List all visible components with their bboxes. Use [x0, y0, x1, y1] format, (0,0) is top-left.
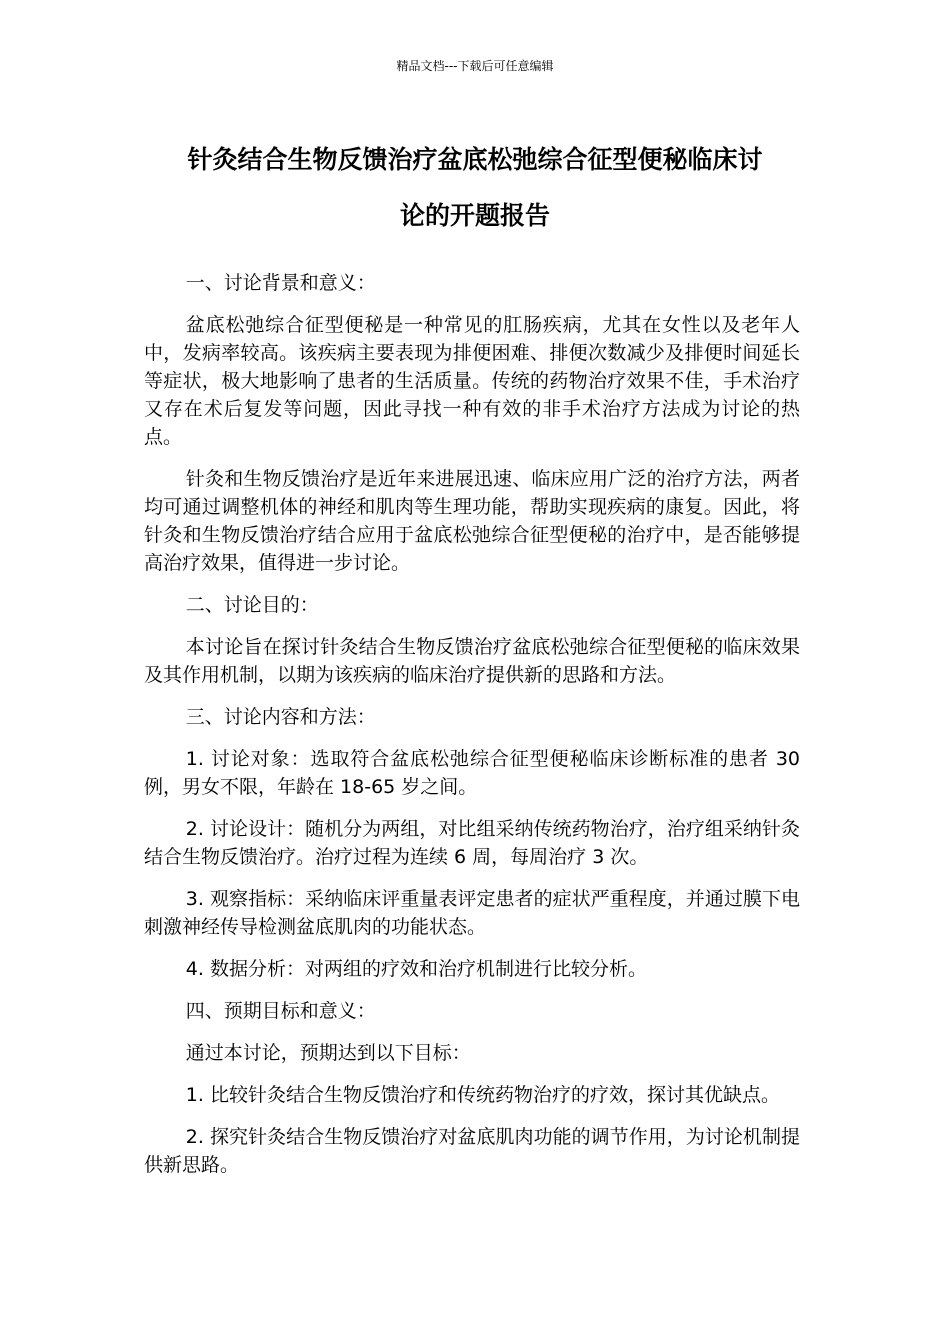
title-line-2: 论的开题报告 — [399, 201, 550, 230]
paragraph: 盆底松弛综合征型便秘是一种常见的肛肠疾病，尤其在女性以及老年人中，发病率较高。该疾病主要表现为排便困难、排便次数减少及排便时间延长等症状，极大地影响了患者的生活质量。传统的药物治疗效果不佳，手术治疗又存在术后复发等问题，因此寻找一种有效的非手术治疗方法成为讨论的热点。 — [144, 314, 800, 448]
list-item: 1. 讨论对象：选取符合盆底松弛综合征型便秘临床诊断标准的患者 30 例，男女不限，年龄在 18-65 岁之间。 — [144, 748, 800, 798]
document-title — [142, 132, 808, 244]
list-item: 1. 比较针灸结合生物反馈治疗和传统药物治疗的疗效，探讨其优缺点。 — [185, 1084, 780, 1106]
list-item: 4. 数据分析：对两组的疗效和治疗机制进行比较分析。 — [185, 958, 647, 980]
section-heading-background: 一、讨论背景和意义： — [185, 272, 376, 294]
list-item: 2. 讨论设计：随机分为两组，对比组采纳传统药物治疗，治疗组采纳针灸结合生物反馈治疗。治疗过程为连续 6 周，每周治疗 3 次。 — [144, 818, 800, 868]
section-heading-methods: 三、讨论内容和方法： — [185, 706, 376, 728]
document-body — [144, 269, 800, 1193]
paragraph: 通过本讨论，预期达到以下目标： — [185, 1042, 471, 1064]
list-item: 3. 观察指标：采纳临床评重量表评定患者的症状严重程度，并通过膜下电刺激神经传导检测盆底肌肉的功能状态。 — [144, 888, 800, 938]
section-heading-purpose: 二、讨论目的： — [185, 594, 319, 616]
page-header: 精品文档---下载后可任意编辑 — [396, 59, 554, 73]
paragraph: 针灸和生物反馈治疗是近年来进展迅速、临床应用广泛的治疗方法，两者均可通过调整机体的神经和肌肉等生理功能，帮助实现疾病的康复。因此，将针灸和生物反馈治疗结合应用于盆底松弛综合征型便秘的治疗中，是否能够提高治疗效果，值得进一步讨论。 — [144, 468, 800, 574]
section-heading-goals: 四、预期目标和意义： — [185, 1000, 376, 1022]
list-item: 2. 探究针灸结合生物反馈治疗对盆底肌肉功能的调节作用，为讨论机制提供新思路。 — [144, 1126, 800, 1176]
paragraph: 本讨论旨在探讨针灸结合生物反馈治疗盆底松弛综合征型便秘的临床效果及其作用机制，以期为该疾病的临床治疗提供新的思路和方法。 — [144, 636, 800, 686]
title-line-1: 针灸结合生物反馈治疗盆底松弛综合征型便秘临床讨 — [187, 145, 763, 174]
